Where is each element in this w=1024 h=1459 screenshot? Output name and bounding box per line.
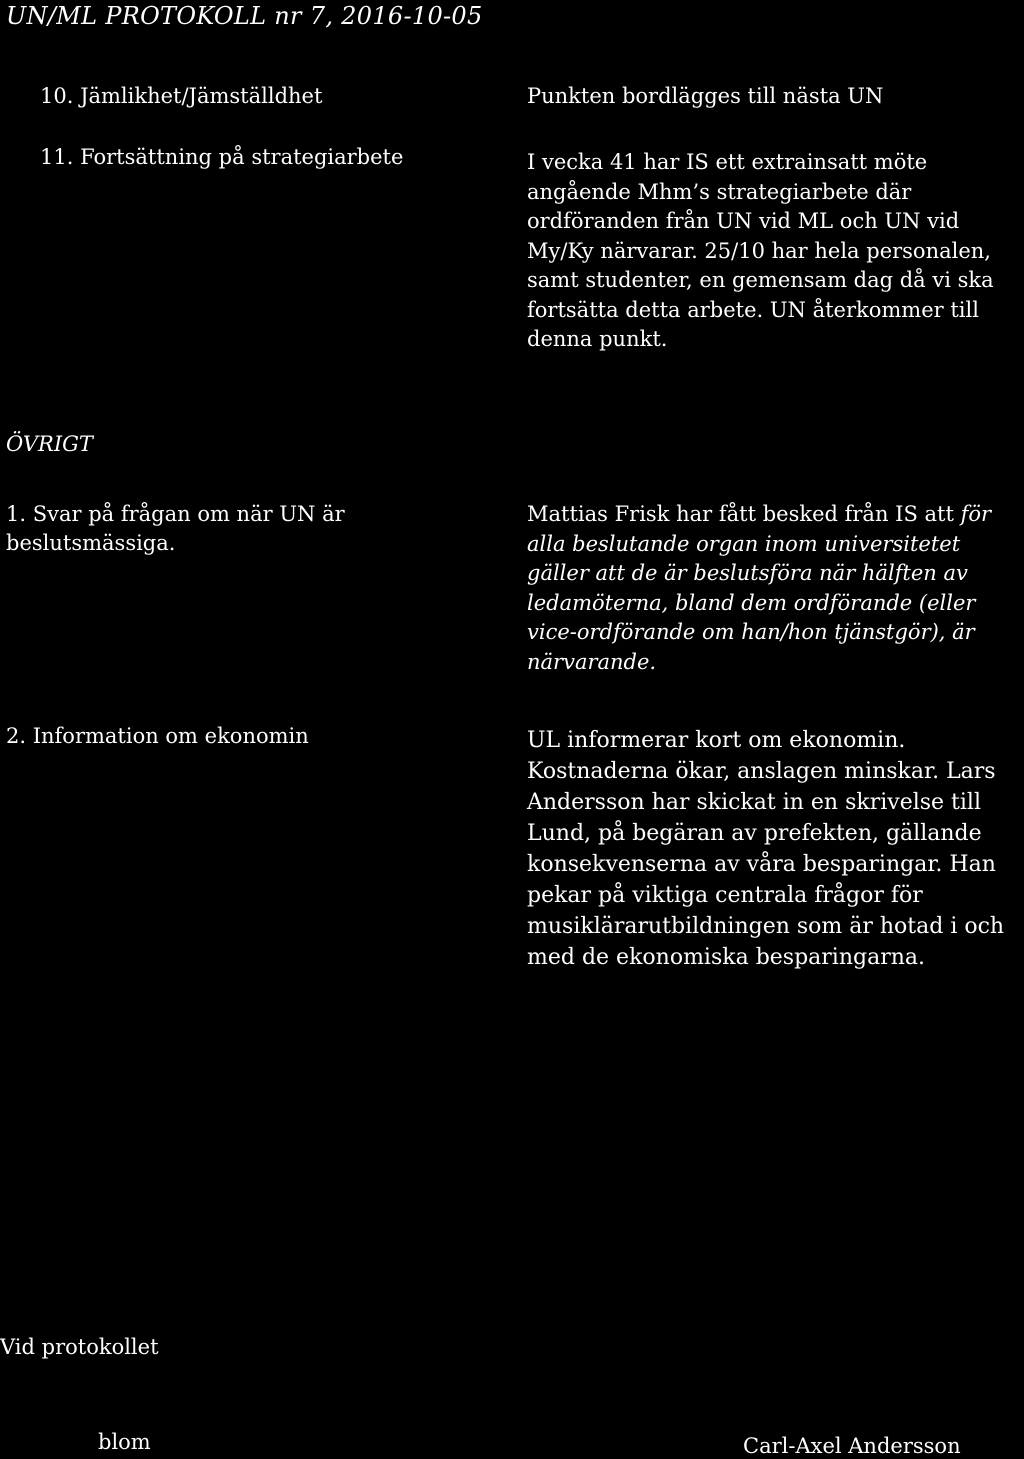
agenda-item-10-text: Punkten bordlägges till nästa UN [527, 84, 884, 108]
footer-left-name: blom [98, 1430, 151, 1454]
section-title-ovrigt: ÖVRIGT [6, 432, 93, 456]
document-header: UN/ML PROTOKOLL nr 7, 2016-10-05 [6, 2, 483, 30]
ovrigt-item-1-text-quote: för alla beslutande organ inom universitetet gäller att de är beslutsföra när hälften av ledamöterna, bland dem ordförande (eller vice-ordförande om han/hon tjänstgör), är närvarande. [527, 502, 992, 674]
agenda-item-11-text: I vecka 41 har IS ett extrainsatt möte angående Mhm’s strategiarbete där ordföranden från UN vid ML och UN vid My/Ky närvarar. 25/10 har hela personalen, samt studenter, en gemensam dag då vi ska fortsätta detta arbete. UN återkommer till denna punkt. [527, 150, 994, 351]
ovrigt-item-1-text-intro: Mattias Frisk har fått besked från IS att [527, 502, 961, 526]
ovrigt-item-2-text: UL informerar kort om ekonomin. Kostnaderna ökar, anslagen minskar. Lars Andersson har skickat in en skrivelse till Lund, på begäran av prefekten, gällande konsekvenserna av våra besparingar. Han pekar på viktiga centrala frågor för musiklärarutbildningen som är hotad i och med de ekonomiska besparingarna. [527, 728, 1005, 970]
agenda-item-11-heading: 11. Fortsättning på strategiarbete [40, 145, 404, 169]
ovrigt-item-1-heading: 1. Svar på frågan om när UN är beslutsmässiga. [6, 502, 345, 555]
ovrigt-item-2-heading: 2. Information om ekonomin [6, 724, 309, 748]
agenda-item-10-heading: 10. Jämlikhet/Jämställdhet [40, 84, 323, 108]
footer-right-name: Carl-Axel Andersson [743, 1434, 961, 1458]
ovrigt-item-1-text [527, 500, 1024, 677]
footer-label: Vid protokollet [0, 1335, 159, 1359]
